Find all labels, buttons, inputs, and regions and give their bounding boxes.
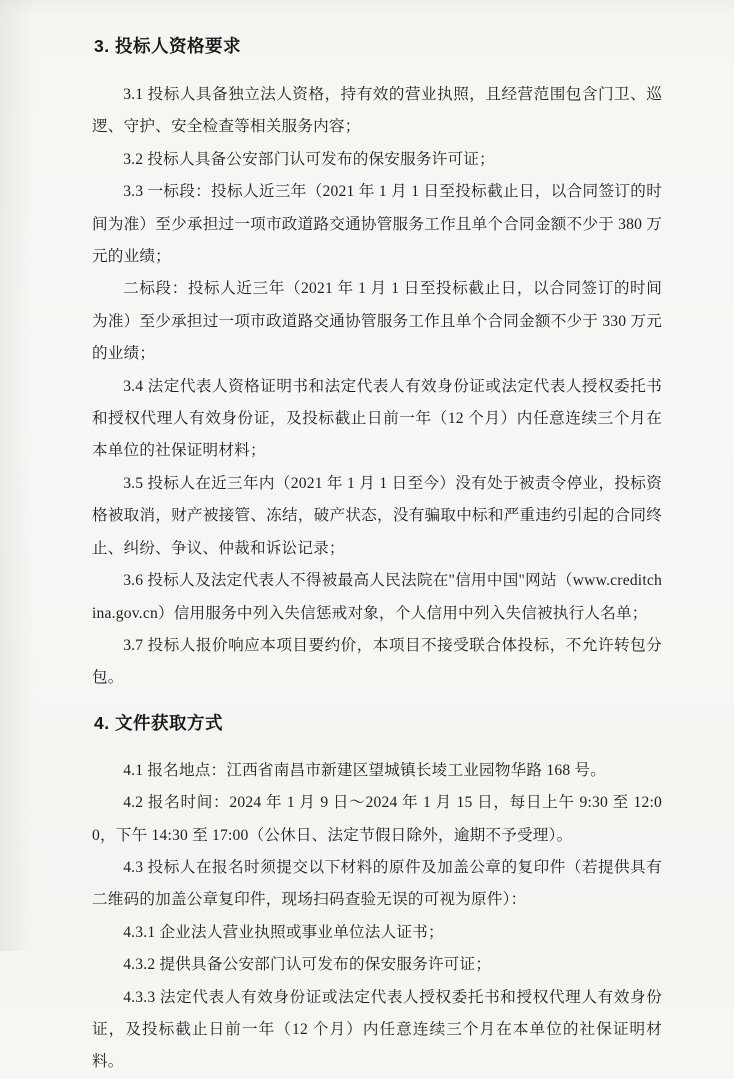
paragraph-4-3: 4.3 投标人在报名时须提交以下材料的原件及加盖公章的复印件（若提供具有二维码的加盖公章复印件，现场扫码查验无误的可视为原件）：: [92, 858, 662, 909]
section-heading-bidder-qualification: 3. 投标人资格要求: [94, 36, 241, 56]
paragraph-3-3-lot2: 二标段：投标人近三年（2021 年 1 月 1 日至投标截止日，以合同签订的时间为准）至少承担过一项市政道路交通协管服务工作且单个合同金额不少于 330 万元的业绩；: [92, 280, 662, 363]
section-document-acquisition: [92, 711, 662, 1079]
paragraph-4-3-3: 4.3.3 法定代表人有效身份证或法定代表人授权委托书和授权代理人有效身份证，及投标截止日前一年（12 个月）内任意连续三个月在本单位的社保证明材料。: [92, 988, 662, 1071]
paragraph-3-1: 3.1 投标人具备独立法人资格，持有效的营业执照，且经营范围包含门卫、巡逻、守护、安全检查等相关服务内容；: [92, 86, 662, 136]
section-bidder-qualification: [92, 34, 662, 695]
paragraph-3-7: 3.7 投标人报价响应本项目要约价，本项目不接受联合体投标，不允许转包分包。: [92, 636, 662, 687]
paragraph-3-6: 3.6 投标人及法定代表人不得被最高人民法院在"信用中国"网站（www.creditchina.gov.cn）信用服务中列入失信惩戒对象，个人信用中列入失信被执行人名单；: [92, 572, 662, 622]
paragraph-3-5: 3.5 投标人在近三年内（2021 年 1 月 1 日至今）没有处于被责令停业，投标资格被取消，财产被接管、冻结，破产状态，没有骗取中标和严重违约引起的合同终止、纠纷、争议、仲裁和诉讼记录；: [92, 474, 662, 557]
paragraph-4-3-1: 4.3.1 企业法人营业执照或事业单位法人证书；: [123, 923, 444, 941]
paragraph-3-3-lot1: 3.3 一标段：投标人近三年（2021 年 1 月 1 日至投标截止日，以合同签订的时间为准）至少承担过一项市政道路交通协管服务工作且单个合同金额不少于 380 万元的业绩；: [92, 183, 662, 266]
paragraph-4-1: 4.1 报名地点：江西省南昌市新建区望城镇长堎工业园物华路 168 号。: [123, 761, 606, 779]
section-heading-document-acquisition: 4. 文件获取方式: [94, 712, 223, 733]
paragraph-3-2: 3.2 投标人具备公安部门认可发布的保安服务许可证；: [123, 150, 495, 168]
paragraph-3-4: 3.4 法定代表人资格证明书和法定代表人有效身份证或法定代表人授权委托书和授权代理人有效身份证，及投标截止日前一年（12 个月）内任意连续三个月在本单位的社保证明材料；: [92, 377, 662, 460]
paragraph-4-2: 4.2 报名时间：2024 年 1 月 9 日～2024 年 1 月 15 日，每日上午 9:30 至 12:00，下午 14:30 至 17:00（公休日、法定节假日除外，逾期不予受理）。: [92, 794, 662, 844]
paragraph-4-3-2: 4.3.2 提供具备公安部门认可发布的保安服务许可证；: [123, 956, 492, 974]
